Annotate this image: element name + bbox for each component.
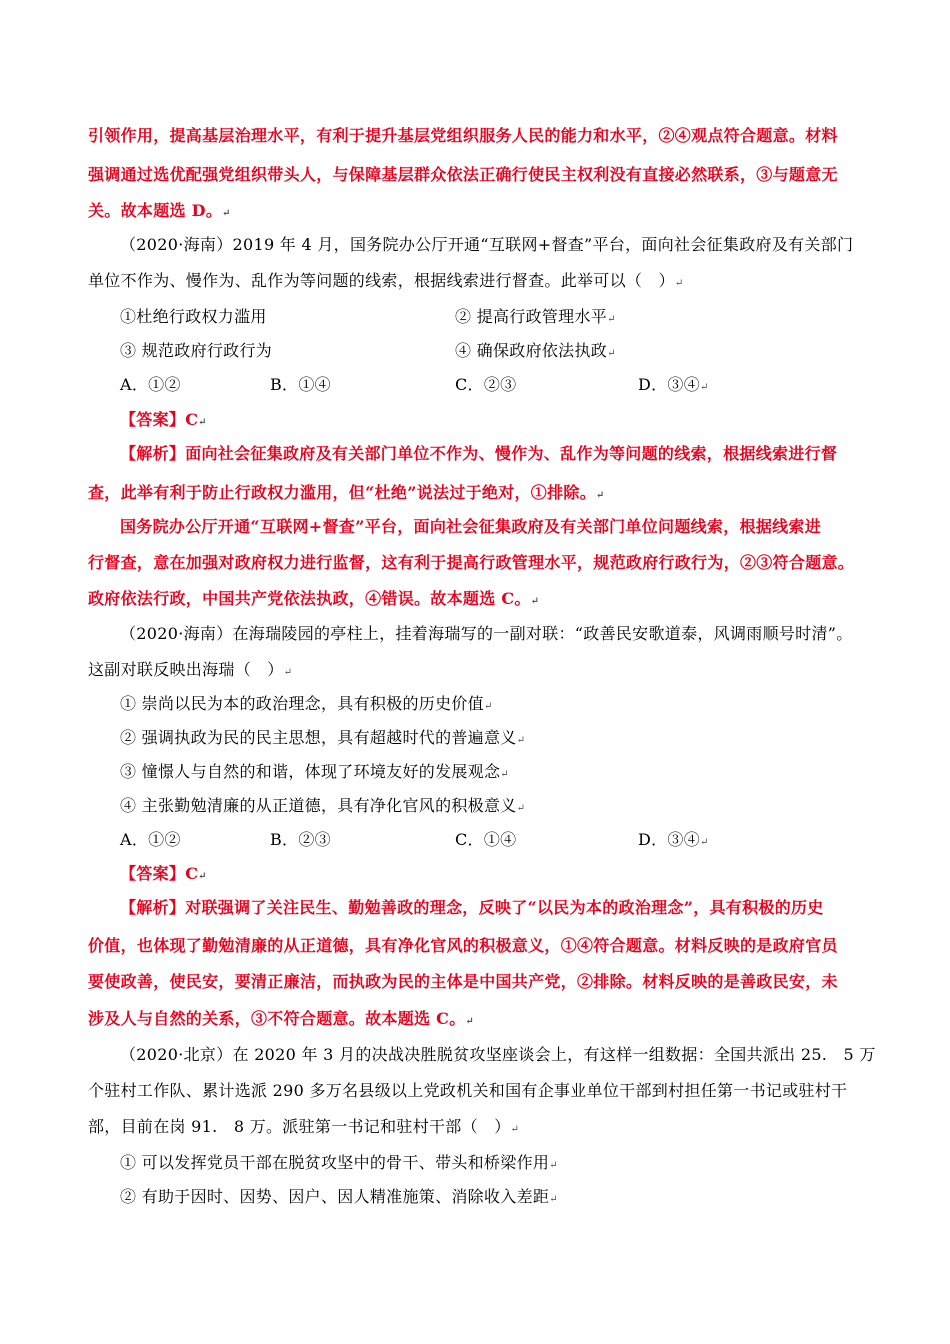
analysis-line: 政府依法行政，中国共产党依法执政，④错误。故本题选 C。↵ [88, 589, 540, 608]
option-a: A．①② [120, 830, 181, 849]
statement: ③ 憧憬人与自然的和谐，体现了环境友好的发展观念↵ [120, 762, 509, 781]
statement: ④ 确保政府依法执政↵ [455, 341, 616, 360]
option-b: B．①④ [270, 375, 331, 394]
prev-explanation-line: 引领作用，提高基层治理水平，有利于提升基层党组织服务人民的能力和水平，②④观点符合题意。材料 [88, 126, 838, 145]
statement: ② 有助于因时、因势、因户、因人精准施策、消除收入差距↵ [120, 1187, 558, 1206]
analysis-line: 【解析】面向社会征集政府及有关部门单位不作为、慢作为、乱作为等问题的线索，根据线索进行督 [120, 444, 838, 463]
option-a: A．①② [120, 375, 181, 394]
analysis-line: 查，此举有利于防止行政权力滥用，但“杜绝”说法过于绝对，①排除。↵ [88, 483, 605, 502]
option-d: D．③④↵ [638, 375, 709, 394]
statement: ①杜绝行政权力滥用 [120, 307, 267, 326]
question-stem: 单位不作为、慢作为、乱作为等问题的线索，根据线索进行督查。此举可以（ ）↵ [88, 271, 684, 290]
analysis-line: 【解析】对联强调了关注民生、勤勉善政的理念，反映了“以民为本的政治理念”，具有积极的历史 [120, 898, 824, 917]
analysis-line: 价值，也体现了勤勉清廉的从正道德，具有净化官风的积极意义，①④符合题意。材料反映的是政府官员 [88, 936, 838, 955]
question-stem: 个驻村工作队、累计选派 290 多万名县级以上党政机关和国有企事业单位干部到村担任第一书记或驻村干 [88, 1081, 848, 1100]
statement: ② 提高行政管理水平↵ [455, 307, 616, 326]
prev-explanation-line: 强调通过选优配强党组织带头人，与保障基层群众依法正确行使民主权利没有直接必然联系，③与题意无 [88, 165, 838, 184]
option-d: D．③④↵ [638, 830, 709, 849]
question-stem: （2020·海南）2019 年 4 月，国务院办公厅开通“互联网+督查”平台，面向社会征集政府及有关部门 [120, 235, 854, 254]
question-stem: 部，目前在岗 91. 8 万。派驻第一书记和驻村干部（ ）↵ [88, 1117, 520, 1136]
answer-label: 【答案】C↵ [120, 410, 207, 429]
question-stem: （2020·海南）在海瑞陵园的亭柱上，挂着海瑞写的一副对联：“政善民安歌道泰，风调雨顺号时清”。 [120, 624, 853, 643]
statement: ③ 规范政府行政行为 [120, 341, 273, 360]
statement: ② 强调执政为民的民主思想，具有超越时代的普遍意义↵ [120, 728, 526, 747]
statement: ① 可以发挥党员干部在脱贫攻坚中的骨干、带头和桥梁作用↵ [120, 1153, 558, 1172]
analysis-line: 涉及人与自然的关系，③不符合题意。故本题选 C。↵ [88, 1009, 475, 1028]
statement: ④ 主张勤勉清廉的从正道德，具有净化官风的积极意义↵ [120, 796, 526, 815]
option-b: B．②③ [270, 830, 331, 849]
prev-explanation-line: 关。故本题选 D。↵ [88, 201, 231, 220]
question-stem: 这副对联反映出海瑞（ ）↵ [88, 660, 293, 679]
option-c: C．②③ [455, 375, 517, 394]
analysis-line: 行督查，意在加强对政府权力进行监督，这有利于提高行政管理水平，规范政府行政行为，②③符合题意。 [88, 553, 855, 572]
statement: ① 崇尚以民为本的政治理念，具有积极的历史价值↵ [120, 694, 493, 713]
question-stem: （2020·北京）在 2020 年 3 月的决战决胜脱贫攻坚座谈会上，有这样一组数据：全国共派出 25. 5 万 [120, 1045, 876, 1064]
answer-label: 【答案】C↵ [120, 864, 207, 883]
analysis-line: 要使政善，使民安，要清正廉洁，而执政为民的主体是中国共产党，②排除。材料反映的是善政民安，未 [88, 972, 838, 991]
analysis-line: 国务院办公厅开通“互联网+督查”平台，面向社会征集政府及有关部门单位问题线索，根据线索进 [120, 517, 822, 536]
option-c: C．①④ [455, 830, 517, 849]
